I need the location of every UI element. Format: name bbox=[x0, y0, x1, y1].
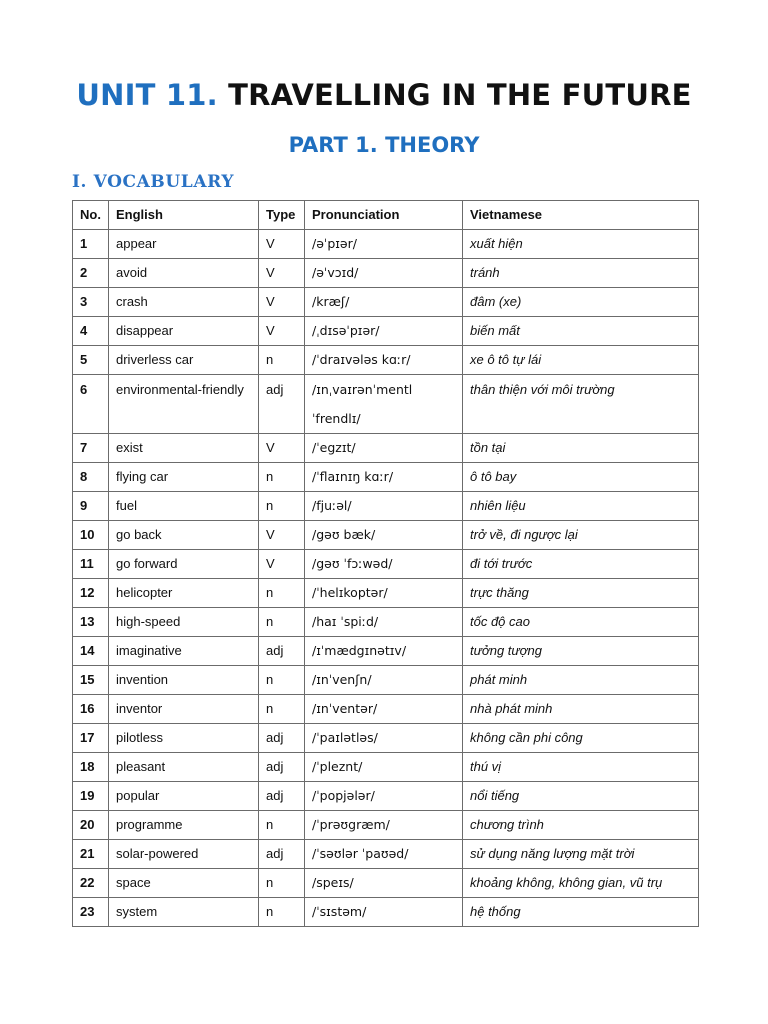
english-word: disappear bbox=[109, 317, 259, 346]
word-type: adj bbox=[259, 375, 305, 434]
pronunciation: /ɪnˈventər/ bbox=[305, 695, 463, 724]
table-row bbox=[73, 782, 699, 811]
table-row bbox=[73, 695, 699, 724]
english-word: space bbox=[109, 869, 259, 898]
row-number: 21 bbox=[73, 840, 109, 869]
row-number: 15 bbox=[73, 666, 109, 695]
pronunciation: /ˈpopjələr/ bbox=[305, 782, 463, 811]
pronunciation: /ˈsəʊlər ˈpaʊəd/ bbox=[305, 840, 463, 869]
vietnamese-meaning: thú vị bbox=[463, 753, 699, 782]
english-word: popular bbox=[109, 782, 259, 811]
english-word: driverless car bbox=[109, 346, 259, 375]
table-header-row bbox=[73, 201, 699, 230]
vietnamese-meaning: không cần phi công bbox=[463, 724, 699, 753]
vietnamese-meaning: đi tới trước bbox=[463, 550, 699, 579]
row-number: 19 bbox=[73, 782, 109, 811]
row-number: 10 bbox=[73, 521, 109, 550]
word-type: adj bbox=[259, 724, 305, 753]
word-type: adj bbox=[259, 753, 305, 782]
pronunciation: /fjuːəl/ bbox=[305, 492, 463, 521]
word-type: adj bbox=[259, 840, 305, 869]
row-number: 16 bbox=[73, 695, 109, 724]
row-number: 3 bbox=[73, 288, 109, 317]
row-number: 4 bbox=[73, 317, 109, 346]
row-number: 2 bbox=[73, 259, 109, 288]
word-type: V bbox=[259, 521, 305, 550]
vietnamese-meaning: chương trình bbox=[463, 811, 699, 840]
table-row bbox=[73, 724, 699, 753]
row-number: 22 bbox=[73, 869, 109, 898]
pronunciation: /ɪˈmædgɪnətɪv/ bbox=[305, 637, 463, 666]
pronunciation: /speɪs/ bbox=[305, 869, 463, 898]
english-word: solar-powered bbox=[109, 840, 259, 869]
row-number: 8 bbox=[73, 463, 109, 492]
pronunciation: /ˈpaɪlətləs/ bbox=[305, 724, 463, 753]
vietnamese-meaning: phát minh bbox=[463, 666, 699, 695]
english-word: programme bbox=[109, 811, 259, 840]
table-row bbox=[73, 288, 699, 317]
row-number: 7 bbox=[73, 434, 109, 463]
page-title bbox=[0, 73, 768, 117]
vietnamese-meaning: hệ thống bbox=[463, 898, 699, 927]
section-heading: I. VOCABULARY bbox=[72, 172, 235, 192]
english-word: pleasant bbox=[109, 753, 259, 782]
english-word: imaginative bbox=[109, 637, 259, 666]
table-row bbox=[73, 463, 699, 492]
vietnamese-meaning: xe ô tô tự lái bbox=[463, 346, 699, 375]
vietnamese-meaning: trực thăng bbox=[463, 579, 699, 608]
word-type: n bbox=[259, 869, 305, 898]
row-number: 9 bbox=[73, 492, 109, 521]
vietnamese-meaning: đâm (xe) bbox=[463, 288, 699, 317]
english-word: fuel bbox=[109, 492, 259, 521]
table-row bbox=[73, 317, 699, 346]
english-word: exist bbox=[109, 434, 259, 463]
vietnamese-meaning: sử dụng năng lượng mặt trời bbox=[463, 840, 699, 869]
row-number: 18 bbox=[73, 753, 109, 782]
table-row bbox=[73, 230, 699, 259]
vietnamese-meaning: xuất hiện bbox=[463, 230, 699, 259]
word-type: V bbox=[259, 434, 305, 463]
row-number: 17 bbox=[73, 724, 109, 753]
row-number: 20 bbox=[73, 811, 109, 840]
table-row bbox=[73, 550, 699, 579]
pronunciation: /ˈdraɪvələs kɑːr/ bbox=[305, 346, 463, 375]
row-number: 11 bbox=[73, 550, 109, 579]
pronunciation: /ɪnˈvenʃn/ bbox=[305, 666, 463, 695]
pronunciation: /gəʊ ˈfɔːwəd/ bbox=[305, 550, 463, 579]
english-word: crash bbox=[109, 288, 259, 317]
pronunciation: /ˈsɪstəm/ bbox=[305, 898, 463, 927]
row-number: 1 bbox=[73, 230, 109, 259]
pronunciation: /ˈprəʊgræm/ bbox=[305, 811, 463, 840]
table-row bbox=[73, 869, 699, 898]
english-word: system bbox=[109, 898, 259, 927]
word-type: V bbox=[259, 288, 305, 317]
pronunciation: /əˈpɪər/ bbox=[305, 230, 463, 259]
table-row bbox=[73, 811, 699, 840]
table-row bbox=[73, 840, 699, 869]
pronunciation: /kræʃ/ bbox=[305, 288, 463, 317]
word-type: n bbox=[259, 695, 305, 724]
pronunciation: /ˈpleznt/ bbox=[305, 753, 463, 782]
header-english: English bbox=[109, 201, 259, 230]
pronunciation: /ɪnˌvaɪrənˈmentl ˈfrendlɪ/ bbox=[305, 375, 463, 434]
english-word: go forward bbox=[109, 550, 259, 579]
header-pronunciation: Pronunciation bbox=[305, 201, 463, 230]
header-vietnamese: Vietnamese bbox=[463, 201, 699, 230]
word-type: V bbox=[259, 317, 305, 346]
row-number: 6 bbox=[73, 375, 109, 434]
unit-number: UNIT 11. bbox=[76, 78, 218, 112]
english-word: invention bbox=[109, 666, 259, 695]
word-type: n bbox=[259, 608, 305, 637]
vietnamese-meaning: tốc độ cao bbox=[463, 608, 699, 637]
row-number: 23 bbox=[73, 898, 109, 927]
pronunciation: /gəʊ bæk/ bbox=[305, 521, 463, 550]
row-number: 5 bbox=[73, 346, 109, 375]
vietnamese-meaning: khoảng không, không gian, vũ trụ bbox=[463, 869, 699, 898]
word-type: n bbox=[259, 492, 305, 521]
vietnamese-meaning: ô tô bay bbox=[463, 463, 699, 492]
english-word: appear bbox=[109, 230, 259, 259]
row-number: 12 bbox=[73, 579, 109, 608]
vietnamese-meaning: trở về, đi ngược lại bbox=[463, 521, 699, 550]
word-type: n bbox=[259, 898, 305, 927]
header-type: Type bbox=[259, 201, 305, 230]
word-type: V bbox=[259, 259, 305, 288]
pronunciation: /ˈflaɪnɪŋ kɑːr/ bbox=[305, 463, 463, 492]
word-type: n bbox=[259, 666, 305, 695]
table-row bbox=[73, 521, 699, 550]
row-number: 14 bbox=[73, 637, 109, 666]
table-row bbox=[73, 666, 699, 695]
word-type: adj bbox=[259, 637, 305, 666]
pronunciation: /ˌdɪsəˈpɪər/ bbox=[305, 317, 463, 346]
vietnamese-meaning: tránh bbox=[463, 259, 699, 288]
table-body bbox=[73, 230, 699, 927]
word-type: n bbox=[259, 579, 305, 608]
row-number: 13 bbox=[73, 608, 109, 637]
vietnamese-meaning: tưởng tượng bbox=[463, 637, 699, 666]
table-row bbox=[73, 637, 699, 666]
word-type: n bbox=[259, 463, 305, 492]
vietnamese-meaning: thân thiện với môi trường bbox=[463, 375, 699, 434]
vietnamese-meaning: tồn tại bbox=[463, 434, 699, 463]
table-row bbox=[73, 579, 699, 608]
word-type: n bbox=[259, 346, 305, 375]
table-row bbox=[73, 492, 699, 521]
header-no: No. bbox=[73, 201, 109, 230]
part-heading: PART 1. THEORY bbox=[288, 133, 480, 157]
english-word: pilotless bbox=[109, 724, 259, 753]
table-row bbox=[73, 375, 699, 434]
word-type: n bbox=[259, 811, 305, 840]
english-word: flying car bbox=[109, 463, 259, 492]
english-word: high-speed bbox=[109, 608, 259, 637]
pronunciation: /ˈhelɪkoptər/ bbox=[305, 579, 463, 608]
table-row bbox=[73, 259, 699, 288]
vietnamese-meaning: nhiên liệu bbox=[463, 492, 699, 521]
english-word: inventor bbox=[109, 695, 259, 724]
pronunciation: /əˈvɔɪd/ bbox=[305, 259, 463, 288]
word-type: V bbox=[259, 230, 305, 259]
table-row bbox=[73, 898, 699, 927]
english-word: avoid bbox=[109, 259, 259, 288]
vocabulary-table bbox=[72, 200, 699, 927]
word-type: V bbox=[259, 550, 305, 579]
table-row bbox=[73, 608, 699, 637]
table-row bbox=[73, 346, 699, 375]
vietnamese-meaning: nổi tiếng bbox=[463, 782, 699, 811]
vietnamese-meaning: nhà phát minh bbox=[463, 695, 699, 724]
english-word: helicopter bbox=[109, 579, 259, 608]
pronunciation: /ˈegzɪt/ bbox=[305, 434, 463, 463]
table-row bbox=[73, 434, 699, 463]
table-row bbox=[73, 753, 699, 782]
english-word: go back bbox=[109, 521, 259, 550]
english-word: environmental-friendly bbox=[109, 375, 259, 434]
pronunciation: /haɪ ˈspiːd/ bbox=[305, 608, 463, 637]
unit-title: TRAVELLING IN THE FUTURE bbox=[228, 78, 692, 112]
word-type: adj bbox=[259, 782, 305, 811]
vietnamese-meaning: biến mất bbox=[463, 317, 699, 346]
